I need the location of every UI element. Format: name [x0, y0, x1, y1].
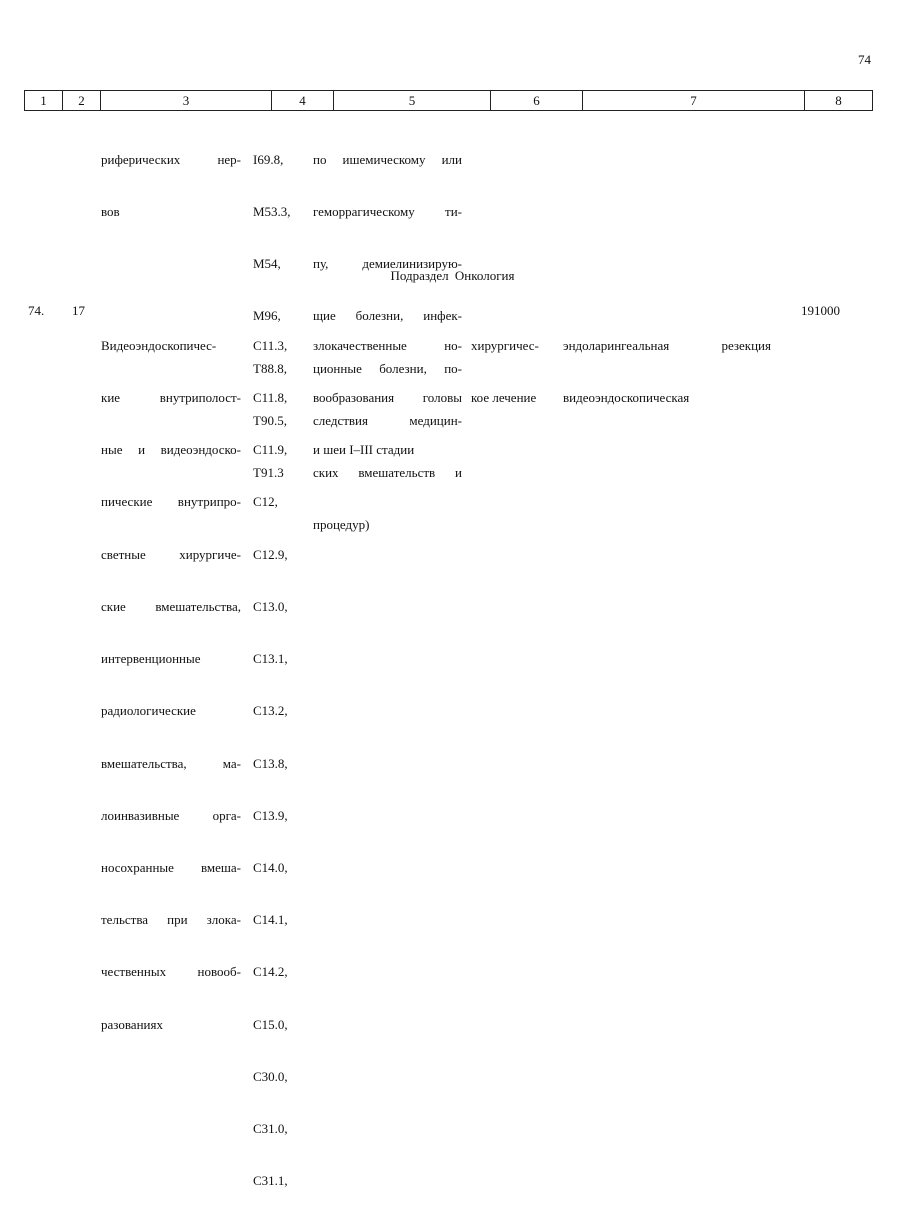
code-line: C15.0, [253, 1016, 288, 1032]
code-line: T88.8, [253, 360, 287, 376]
continuation-col3 [101, 116, 241, 238]
code-line: C30.0, [253, 1068, 288, 1084]
code-line: M53.3, [253, 204, 291, 220]
text-line: ционные болезни, по- [313, 360, 462, 376]
text-line: чественных новооб- [101, 964, 241, 980]
code-line: C12, [253, 494, 278, 510]
text-line: ские вмешательства, [101, 598, 241, 614]
column-header-5: 5 [334, 91, 491, 110]
code-line: C13.8, [253, 755, 288, 771]
page-number: 74 [858, 52, 871, 67]
row-number: 74. [28, 303, 45, 318]
text-line: вмешательства, ма- [101, 755, 241, 771]
text-line: эндоларингеальная резекция [563, 337, 771, 353]
row74-col4-codes [253, 302, 308, 1207]
column-header-8: 8 [835, 93, 842, 108]
text-line: видеоэндоскопическая [563, 390, 690, 406]
column-header-7: 7 [583, 91, 805, 110]
text-line: геморрагическому ти- [313, 204, 462, 220]
code-line: M54, [253, 256, 281, 272]
text-line: ских вмешательств и [313, 465, 462, 481]
text-line: разованиях [101, 1016, 163, 1032]
text-line: пические внутрипро- [101, 494, 241, 510]
code-line: M96, [253, 308, 281, 324]
code-line: C13.9, [253, 807, 288, 823]
text-line: кие внутриполост- [101, 390, 241, 406]
text-line: интервенционные [101, 651, 201, 667]
text-line: тельства при злока- [101, 912, 241, 928]
text-line: процедур) [313, 517, 370, 533]
group-number: 17 [72, 303, 85, 318]
column-header-row [24, 90, 873, 111]
code-line: C14.2, [253, 964, 288, 980]
text-line: кое лечение [471, 390, 537, 406]
text-line: следствия медицин- [313, 412, 462, 428]
text-line: светные хирургиче- [101, 546, 241, 562]
text-line: вообразования головы [313, 390, 462, 406]
row74-col6-treatment [471, 302, 553, 424]
code-line: C13.1, [253, 651, 288, 667]
code-line: C14.0, [253, 860, 288, 875]
text-line: лоинвазивные орга- [101, 807, 241, 823]
code-line: C14.1, [253, 912, 288, 928]
row74-col7-method [563, 302, 771, 424]
text-line: радиологические [101, 703, 196, 719]
text-line: злокачественные но- [313, 337, 462, 353]
column-header-6: 6 [491, 91, 583, 110]
text-line: хирургичес- [471, 337, 539, 353]
text-line: и шеи I–III стадии [313, 442, 415, 458]
code-line: C12.9, [253, 546, 288, 562]
column-header-1: 1 [25, 91, 63, 110]
code-line: T91.3 [253, 465, 284, 481]
text-line: вов [101, 204, 120, 220]
text-line: Видеоэндоскопичес- [101, 337, 217, 353]
code-line: I69.8, [253, 151, 284, 167]
text-line: щие болезни, инфек- [313, 308, 462, 324]
column-header-4: 4 [272, 91, 334, 110]
code-line: C31.1, [253, 1173, 288, 1189]
text-line: риферических нер- [101, 151, 241, 167]
code-line: C11.9, [253, 442, 288, 458]
code-line: C13.0, [253, 598, 288, 614]
row74-col8-cost: 191000 [801, 303, 840, 318]
text-line: носохранные вмеша- [101, 860, 241, 875]
code-line: C13.2, [253, 703, 288, 719]
subsection-title: Подраздел Онкология [390, 268, 515, 283]
row74-col5-diagnosis [313, 302, 462, 476]
column-header-2: 2 [63, 91, 101, 110]
code-line: T90.5, [253, 412, 287, 428]
code-line: C11.8, [253, 390, 288, 406]
column-header-3: 3 [101, 91, 272, 110]
code-line: C31.0, [253, 1121, 288, 1137]
row74-col3-name [101, 302, 241, 1050]
text-line: пу, демиелинизирую- [313, 256, 462, 272]
text-line: ные и видеоэндоско- [101, 442, 241, 458]
text-line: по ишемическому или [313, 151, 462, 167]
code-line: C11.3, [253, 337, 288, 353]
